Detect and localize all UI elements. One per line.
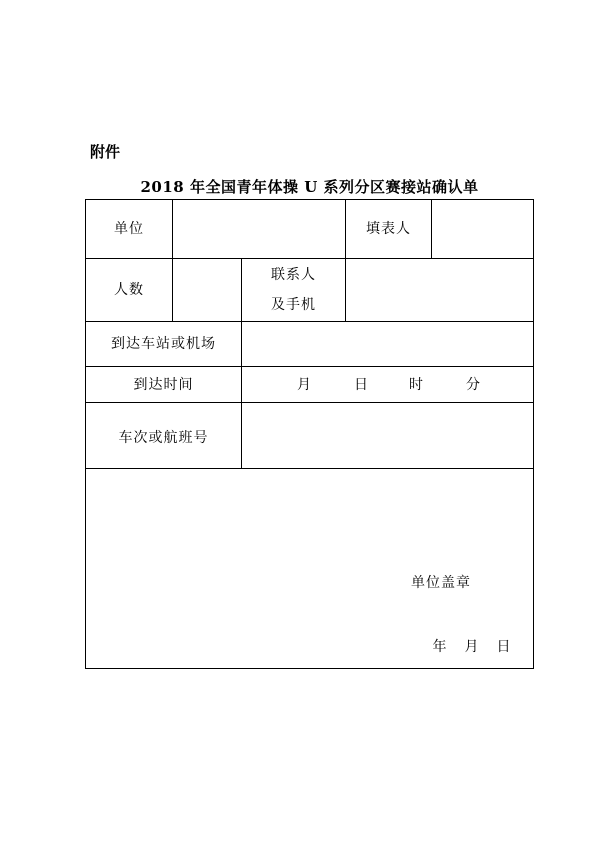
unit-label: 单位 <box>114 221 144 237</box>
unit-field[interactable] <box>173 200 345 258</box>
arrival-month-label: 月 <box>297 377 311 393</box>
contact-field[interactable] <box>346 259 533 321</box>
contact-label-line2: 及手机 <box>271 297 316 313</box>
arrival-hour-label: 时 <box>409 377 423 393</box>
date-year-label: 年 <box>432 639 448 655</box>
arrival-day-label: 日 <box>354 377 368 393</box>
flight-label: 车次或航班号 <box>118 430 209 446</box>
filler-field[interactable] <box>432 200 533 258</box>
flight-field[interactable] <box>242 403 533 468</box>
contact-label <box>242 259 345 321</box>
attachment-label: 附件 <box>90 143 121 161</box>
date-month-label: 月 <box>464 639 480 655</box>
confirmation-form-table <box>85 199 534 669</box>
station-label: 到达车站或机场 <box>111 336 216 352</box>
filler-label: 填表人 <box>366 221 411 237</box>
arrival-minute-label: 分 <box>466 377 480 393</box>
arrival-time-label: 到达时间 <box>133 376 194 393</box>
date-day-label: 日 <box>496 639 512 655</box>
seal-label: 单位盖章 <box>411 575 471 591</box>
count-field[interactable] <box>173 259 241 321</box>
page-title: 2018 年全国青年体操 U 系列分区赛接站确认单 <box>140 178 479 196</box>
station-field[interactable] <box>242 322 533 366</box>
count-label: 人数 <box>114 282 144 298</box>
contact-label-line1: 联系人 <box>271 267 316 283</box>
